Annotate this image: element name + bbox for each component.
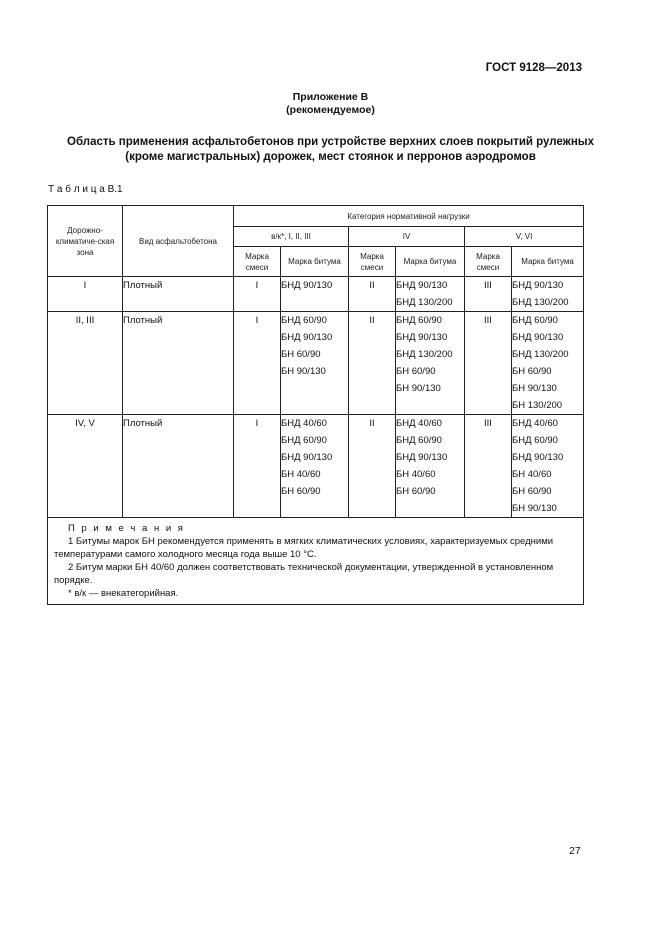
bitumen-grade: БНД 40/60: [281, 418, 327, 429]
note-1: 1 Битумы марок БН рекомендуется применять в мягких климатических условиях, характеризуемых средними температурами самого холодного месяца года выше 10 °С.: [54, 536, 554, 560]
note-2: 2 Битум марки БН 40/60 должен соответствовать технической документации, утвержденной в установленном порядке.: [54, 562, 554, 586]
mix-grade-cell: III: [465, 415, 512, 518]
header-category: Категория нормативной нагрузки: [234, 206, 584, 227]
document-code: ГОСТ 9128—2013: [485, 62, 582, 74]
bitumen-grade: БНД 90/130: [512, 280, 564, 291]
bitumen-grade: БНД 90/130: [281, 332, 333, 343]
bitumen-grade: БНД 60/90: [396, 435, 442, 446]
bitumen-grade: БН 90/130: [512, 503, 557, 514]
bitumen-grade: БНД 90/130: [281, 280, 333, 291]
bitumen-grade-cell: [281, 312, 349, 415]
bitumen-grade: БНД 130/200: [396, 349, 453, 360]
notes-title: П р и м е ч а н и я: [68, 523, 185, 534]
table-notes: [48, 518, 584, 605]
bitumen-grade: БНД 130/200: [396, 297, 453, 308]
bitumen-grade: БНД 60/90: [512, 315, 558, 326]
main-title: [40, 135, 621, 165]
bitumen-grade: БНД 60/90: [281, 315, 327, 326]
bitumen-grade: БН 60/90: [396, 366, 436, 377]
table-caption: [48, 184, 123, 195]
asphalt-type-cell: Плотный: [123, 277, 234, 312]
asphalt-type-cell: Плотный: [123, 415, 234, 518]
bitumen-grade-cell: [512, 312, 584, 415]
header-mix-1: Марка смеси: [234, 247, 281, 277]
mix-grade-cell: III: [465, 312, 512, 415]
bitumen-grade: БН 60/90: [281, 349, 321, 360]
bitumen-grade-cell: [281, 277, 349, 312]
zone-cell: I: [48, 277, 123, 312]
table-caption-number: В.1: [107, 184, 123, 195]
bitumen-grade: БНД 90/130: [396, 332, 448, 343]
bitumen-grade-cell: [512, 415, 584, 518]
mix-grade-cell: I: [234, 312, 281, 415]
bitumen-grade: БН 60/90: [281, 486, 321, 497]
bitumen-grade: БНД 60/90: [281, 435, 327, 446]
header-mix-2: Марка смеси: [349, 247, 396, 277]
asphalt-type-cell: Плотный: [123, 312, 234, 415]
bitumen-table: [47, 205, 584, 605]
bitumen-grade: БНД 130/200: [512, 297, 569, 308]
appendix-title: Приложение В: [292, 91, 369, 103]
bitumen-grade: БН 90/130: [281, 366, 326, 377]
bitumen-grade: БН 40/60: [512, 469, 552, 480]
header-group-3: V, VI: [465, 227, 584, 247]
bitumen-grade: БНД 90/130: [396, 280, 448, 291]
header-type: Вид асфальтобетона: [123, 206, 234, 277]
table-caption-label: Т а б л и ц а: [48, 184, 105, 195]
bitumen-grade: БНД 90/130: [512, 452, 564, 463]
bitumen-grade: БНД 40/60: [396, 418, 442, 429]
bitumen-grade: БН 60/90: [512, 486, 552, 497]
header-mix-3: Марка смеси: [465, 247, 512, 277]
table-row: [48, 415, 584, 518]
bitumen-grade: БН 40/60: [281, 469, 321, 480]
bitumen-grade: БН 60/90: [512, 366, 552, 377]
header-zone: Дорожно-климатиче-ская зона: [48, 206, 123, 277]
header-group-1: в/к*, I, II, III: [234, 227, 349, 247]
bitumen-grade: БНД 90/130: [512, 332, 564, 343]
bitumen-grade: БН 40/60: [396, 469, 436, 480]
bitumen-grade: БНД 40/60: [512, 418, 558, 429]
main-title-line-2: (кроме магистральных) дорожек, мест стоянок и перронов аэродромов: [125, 151, 536, 163]
bitumen-grade: БН 60/90: [396, 486, 436, 497]
header-bitumen-1: Марка битума: [281, 247, 349, 277]
header-bitumen-2: Марка битума: [396, 247, 465, 277]
mix-grade-cell: I: [234, 277, 281, 312]
table-row: [48, 312, 584, 415]
bitumen-grade: БНД 90/130: [281, 452, 333, 463]
mix-grade-cell: II: [349, 277, 396, 312]
bitumen-grade: БНД 90/130: [396, 452, 448, 463]
table-row: [48, 277, 584, 312]
bitumen-grade-cell: [512, 277, 584, 312]
zone-cell: IV, V: [48, 415, 123, 518]
page-number: 27: [569, 845, 581, 857]
zone-cell: II, III: [48, 312, 123, 415]
bitumen-grade-cell: [396, 277, 465, 312]
bitumen-grade: БН 130/200: [512, 400, 563, 411]
mix-grade-cell: III: [465, 277, 512, 312]
bitumen-grade: БН 90/130: [396, 383, 441, 394]
bitumen-grade: БНД 130/200: [512, 349, 569, 360]
bitumen-grade-cell: [281, 415, 349, 518]
mix-grade-cell: II: [349, 312, 396, 415]
bitumen-grade: БНД 60/90: [512, 435, 558, 446]
bitumen-grade-cell: [396, 312, 465, 415]
mix-grade-cell: II: [349, 415, 396, 518]
header-bitumen-3: Марка битума: [512, 247, 584, 277]
appendix-subtitle: (рекомендуемое): [286, 104, 375, 116]
header-group-2: IV: [349, 227, 465, 247]
note-3: * в/к — внекатегорийная.: [68, 588, 179, 599]
bitumen-grade: БН 90/130: [512, 383, 557, 394]
main-title-line-1: Область применения асфальтобетонов при устройстве верхних слоев покрытий рулежных: [67, 136, 594, 148]
bitumen-grade: БНД 60/90: [396, 315, 442, 326]
mix-grade-cell: I: [234, 415, 281, 518]
bitumen-grade-cell: [396, 415, 465, 518]
